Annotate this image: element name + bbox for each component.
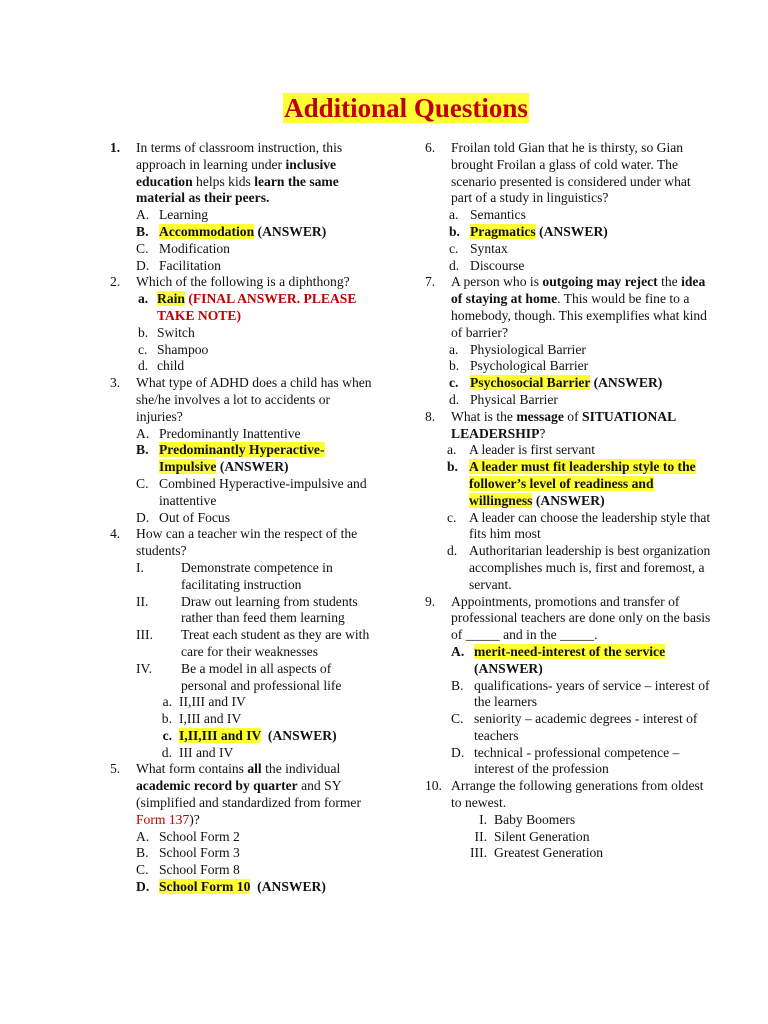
page-title [0,93,768,124]
answer-highlight: merit-need-interest of the service [474,643,666,659]
question-text: Froilan told Gian that he is thirsty, so Gian brought Froilan a glass of cold water. The scenario presented is considered under what part of a study in linguistics? [451,140,691,206]
q9-option-a: A. merit-need-interest of the service (ANSWER) [451,643,666,676]
question-number: 8. [425,408,436,424]
q8-option-a: a. A leader is first servant [447,442,596,458]
q5-option-c: C. School Form 8 [136,862,240,878]
q3-option-b: B. Predominantly Hyperactive-Impulsive (ANSWER) [136,442,325,475]
q8-option-c: c. A leader can choose the leadership style that fits him most [447,509,711,542]
question-1 [110,140,372,207]
q2-option-c: c. Shampoo [138,341,209,357]
q6-option-b: b. Pragmatics (ANSWER) [449,223,608,239]
q1-option-b: B. Accommodation (ANSWER) [136,223,327,239]
question-4 [110,526,372,560]
q4-item-3: III. Treat each student as they are with care for their weaknesses [136,627,370,659]
q8-option-d: d. Authoritarian leadership is best organization accomplishes much is, first and foremost, a servant. [447,543,711,592]
q3-option-a: A. Predominantly Inattentive [136,425,301,441]
answer-highlight: School Form 10 [159,879,251,895]
question-7 [425,274,715,341]
q9-option-d: D. technical - professional competence – interest of the profession [451,744,680,777]
q6-option-a: a. Semantics [449,207,526,223]
question-3 [110,375,372,425]
right-column [425,140,715,862]
q5-option-b: B. School Form 3 [136,845,240,861]
q10-item-1: I. Baby Boomers [479,811,576,827]
question-text: A person who is outgoing may reject the idea of staying at home. This would be fine to a homebody, though. This exemplifies what kind of barrier? [451,274,707,340]
q9-option-c: C. seniority – academic degrees - interest of teachers [451,711,698,743]
q2-option-b: b. Switch [138,324,195,340]
answer-highlight: A leader must fit leadership style to the follower’s level of readiness and willingness [469,459,696,508]
q10-item-3: III. Greatest Generation [470,845,604,861]
title-text: Additional Questions [284,93,528,123]
answer-highlight: Accommodation [159,223,255,239]
question-text: In terms of classroom instruction, this approach in learning under inclusive education helps kids learn the same material as their peers. [136,140,343,206]
q7-option-c: c. Psychosocial Barrier (ANSWER) [449,375,663,391]
question-number: 6. [425,140,436,155]
answer-highlight: Pragmatics [470,223,536,239]
q2-option-d: d. child [138,358,185,374]
answer-highlight: Psychosocial Barrier [470,375,591,391]
q4-option-d: d. III and IV [161,744,234,760]
q1-option-c: C. Modification [136,240,230,256]
final-answer-note: (FINAL ANSWER. PLEASE TAKE NOTE) [157,291,357,323]
q4-item-4: IV. Be a model in all aspects of personal and professional life [136,660,342,693]
q4-option-c: c. I,II,III and IV (ANSWER) [162,727,337,743]
q3-option-d: D. Out of Focus [136,509,230,525]
question-number: 2. [110,274,121,290]
question-9 [425,594,715,644]
question-text: Arrange the following generations from oldest to newest. [451,778,704,811]
q1-option-a: A. Learning [136,207,209,223]
q4-item-1: I. Demonstrate competence in facilitating instruction [136,559,333,592]
question-5 [110,761,372,828]
q10-item-2: II. Silent Generation [474,828,590,844]
question-number: 7. [425,274,436,290]
q7-option-d: d. Physical Barrier [449,391,558,407]
question-number: 10. [425,778,442,794]
answer-highlight: Rain [157,291,185,307]
q8-option-b: b. A leader must fit leadership style to the follower’s level of readiness and willingness (ANSWER) [447,459,696,508]
question-6 [425,140,715,207]
q4-item-2: II. Draw out learning from students rather than feed them learning [136,593,358,626]
question-number: 4. [110,526,121,542]
q5-option-d: D. School Form 10 (ANSWER) [136,879,326,895]
q7-option-a: a. Physiological Barrier [449,341,586,357]
q4-option-a: a. II,III and IV [162,694,246,710]
question-text: What type of ADHD does a child has when she/he involves a lot to accidents or injuries? [136,375,372,424]
q6-option-c: c. Syntax [449,240,508,256]
answer-highlight: Predominantly Hyperactive-Impulsive [159,442,325,475]
question-8 [425,409,715,443]
q5-option-a: A. School Form 2 [136,828,240,844]
answer-highlight: I,II,III and IV [179,727,262,743]
question-10 [425,778,715,812]
question-text: What form contains all the individual academic record by quarter and SY (simplified and standardized from former Form 137)? [136,761,361,827]
q9-option-b: B. qualifications- years of service – interest of the learners [451,677,710,710]
question-2 [110,274,372,291]
question-number: 3. [110,375,121,391]
question-number: 1. [110,140,121,155]
question-text: Which of the following is a diphthong? [136,274,350,290]
q6-option-d: d. Discourse [449,257,525,273]
q7-option-b: b. Psychological Barrier [449,358,589,374]
question-text: How can a teacher win the respect of the students? [136,526,358,559]
q4-option-b: b. I,III and IV [161,711,242,727]
left-column [110,140,372,896]
question-text: Appointments, promotions and transfer of professional teachers are done only on the basis of _____ and in the _____. [451,593,711,643]
question-number: 9. [425,593,436,609]
question-text: What is the message of SITUATIONAL LEADERSHIP? [451,408,676,441]
question-number: 5. [110,761,121,777]
q2-option-a: a. Rain (FINAL ANSWER. PLEASE TAKE NOTE) [138,291,357,323]
q1-option-d: D. Facilitation [136,257,221,273]
q3-option-c: C. Combined Hyperactive-impulsive and inattentive [136,475,367,508]
